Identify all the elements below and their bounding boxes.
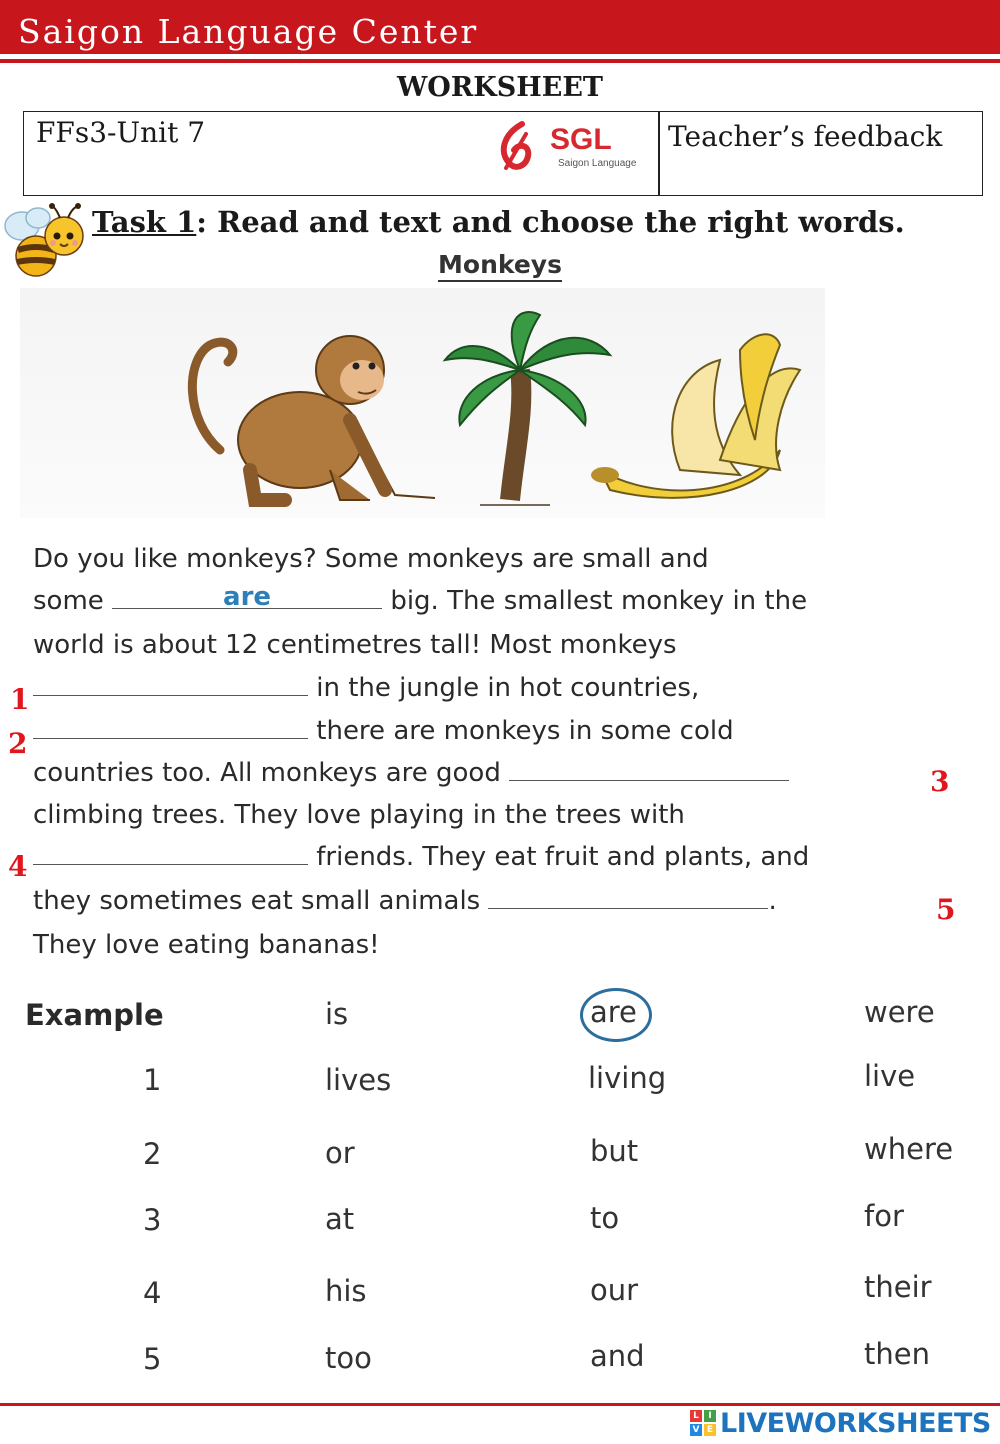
- logo-letter-e: E: [704, 1424, 716, 1436]
- story-line-4: [33, 673, 699, 713]
- story-line-2: [33, 582, 808, 626]
- option-2-b[interactable]: but: [590, 1134, 639, 1168]
- option-3-a[interactable]: at: [325, 1202, 355, 1236]
- logo-text: SGL: [550, 123, 612, 156]
- gap-2-input[interactable]: [33, 716, 308, 739]
- unit-label: FFs3-Unit 7: [36, 116, 206, 149]
- story-text-animals: they sometimes eat small animals: [33, 886, 481, 916]
- option-4-b[interactable]: our: [590, 1273, 639, 1307]
- story-line-8: [33, 842, 809, 882]
- option-row-2-number: 2: [143, 1137, 162, 1171]
- liveworksheets-logo-icon: [690, 1410, 716, 1436]
- option-5-b[interactable]: and: [590, 1339, 645, 1373]
- story-text-jungle: in the jungle in hot countries,: [316, 673, 700, 703]
- gap-number-3: 3: [930, 765, 950, 798]
- logo-letter-i: I: [704, 1410, 716, 1422]
- task-instruction: : Read and text and choose the right words.: [196, 205, 905, 239]
- option-row-4-number: 4: [143, 1276, 162, 1310]
- monkey-palm-banana-illustration: [180, 300, 820, 515]
- center-name: Saigon Language Center: [18, 12, 479, 51]
- example-answer: are: [223, 582, 272, 612]
- option-4-a[interactable]: his: [325, 1274, 367, 1308]
- option-2-a[interactable]: or: [325, 1136, 355, 1170]
- option-row-5-number: 5: [143, 1342, 162, 1376]
- gap-number-4: 4: [8, 850, 28, 883]
- option-example-b[interactable]: are: [590, 995, 637, 1029]
- story-title-text: Monkeys: [438, 250, 562, 282]
- task-title: [92, 205, 905, 239]
- example-blank: [112, 582, 382, 612]
- story-line-9: [33, 886, 777, 926]
- story-line-6: [33, 758, 789, 798]
- logo-letter-v: V: [690, 1424, 702, 1436]
- monkey-icon: [192, 336, 435, 500]
- option-3-b[interactable]: to: [590, 1201, 620, 1235]
- header-divider: [0, 59, 1000, 63]
- story-text-big: big. The smallest monkey in the: [390, 586, 808, 616]
- banana-icon: [591, 334, 800, 498]
- liveworksheets-text: LIVEWORKSHEETS: [720, 1407, 991, 1439]
- liveworksheets-brand[interactable]: [690, 1405, 991, 1441]
- option-3-c[interactable]: for: [864, 1199, 904, 1233]
- gap-number-2: 2: [8, 727, 28, 760]
- option-1-b[interactable]: living: [588, 1061, 667, 1095]
- story-text-cold: there are monkeys in some cold: [316, 716, 734, 746]
- sgl-logo: [492, 116, 652, 176]
- option-4-c[interactable]: their: [864, 1270, 932, 1304]
- option-5-c[interactable]: then: [864, 1337, 930, 1371]
- story-line-10: They love eating bananas!: [33, 930, 380, 960]
- option-1-c[interactable]: live: [864, 1059, 916, 1093]
- option-1-a[interactable]: lives: [325, 1063, 392, 1097]
- palm-tree-icon: [445, 312, 610, 505]
- story-line-7: climbing trees. They love playing in the trees with: [33, 800, 685, 830]
- gap-1-input[interactable]: [33, 673, 308, 696]
- info-table-divider: [658, 111, 660, 196]
- story-text-good: countries too. All monkeys are good: [33, 758, 501, 788]
- task-label: Task 1: [92, 205, 197, 239]
- option-2-c[interactable]: where: [864, 1132, 954, 1166]
- option-example-c[interactable]: were: [864, 995, 935, 1029]
- story-line-3: world is about 12 centimetres tall! Most monkeys: [33, 630, 677, 660]
- logo-subtext: Saigon Language: [558, 158, 637, 169]
- story-line-1: Do you like monkeys? Some monkeys are small and: [33, 544, 709, 574]
- option-row-1-number: 1: [143, 1063, 162, 1097]
- story-text-friends: friends. They eat fruit and plants, and: [316, 842, 810, 872]
- gap-number-5: 5: [936, 893, 956, 926]
- option-5-a[interactable]: too: [325, 1341, 372, 1375]
- option-example-a[interactable]: is: [325, 997, 349, 1031]
- story-period: .: [768, 886, 777, 916]
- worksheet-title: WORKSHEET: [396, 72, 603, 103]
- story-title: [0, 250, 1000, 279]
- gap-number-1: 1: [10, 683, 30, 716]
- logo-letter-l: L: [690, 1410, 702, 1422]
- story-line-5: [33, 716, 734, 756]
- example-label: Example: [25, 998, 164, 1032]
- gap-5-input[interactable]: [488, 886, 768, 909]
- story-text-some: some: [33, 586, 104, 616]
- gap-4-input[interactable]: [33, 842, 308, 865]
- teacher-feedback-label: Teacher’s feedback: [668, 120, 943, 153]
- option-row-3-number: 3: [143, 1203, 162, 1237]
- gap-3-input[interactable]: [509, 758, 789, 781]
